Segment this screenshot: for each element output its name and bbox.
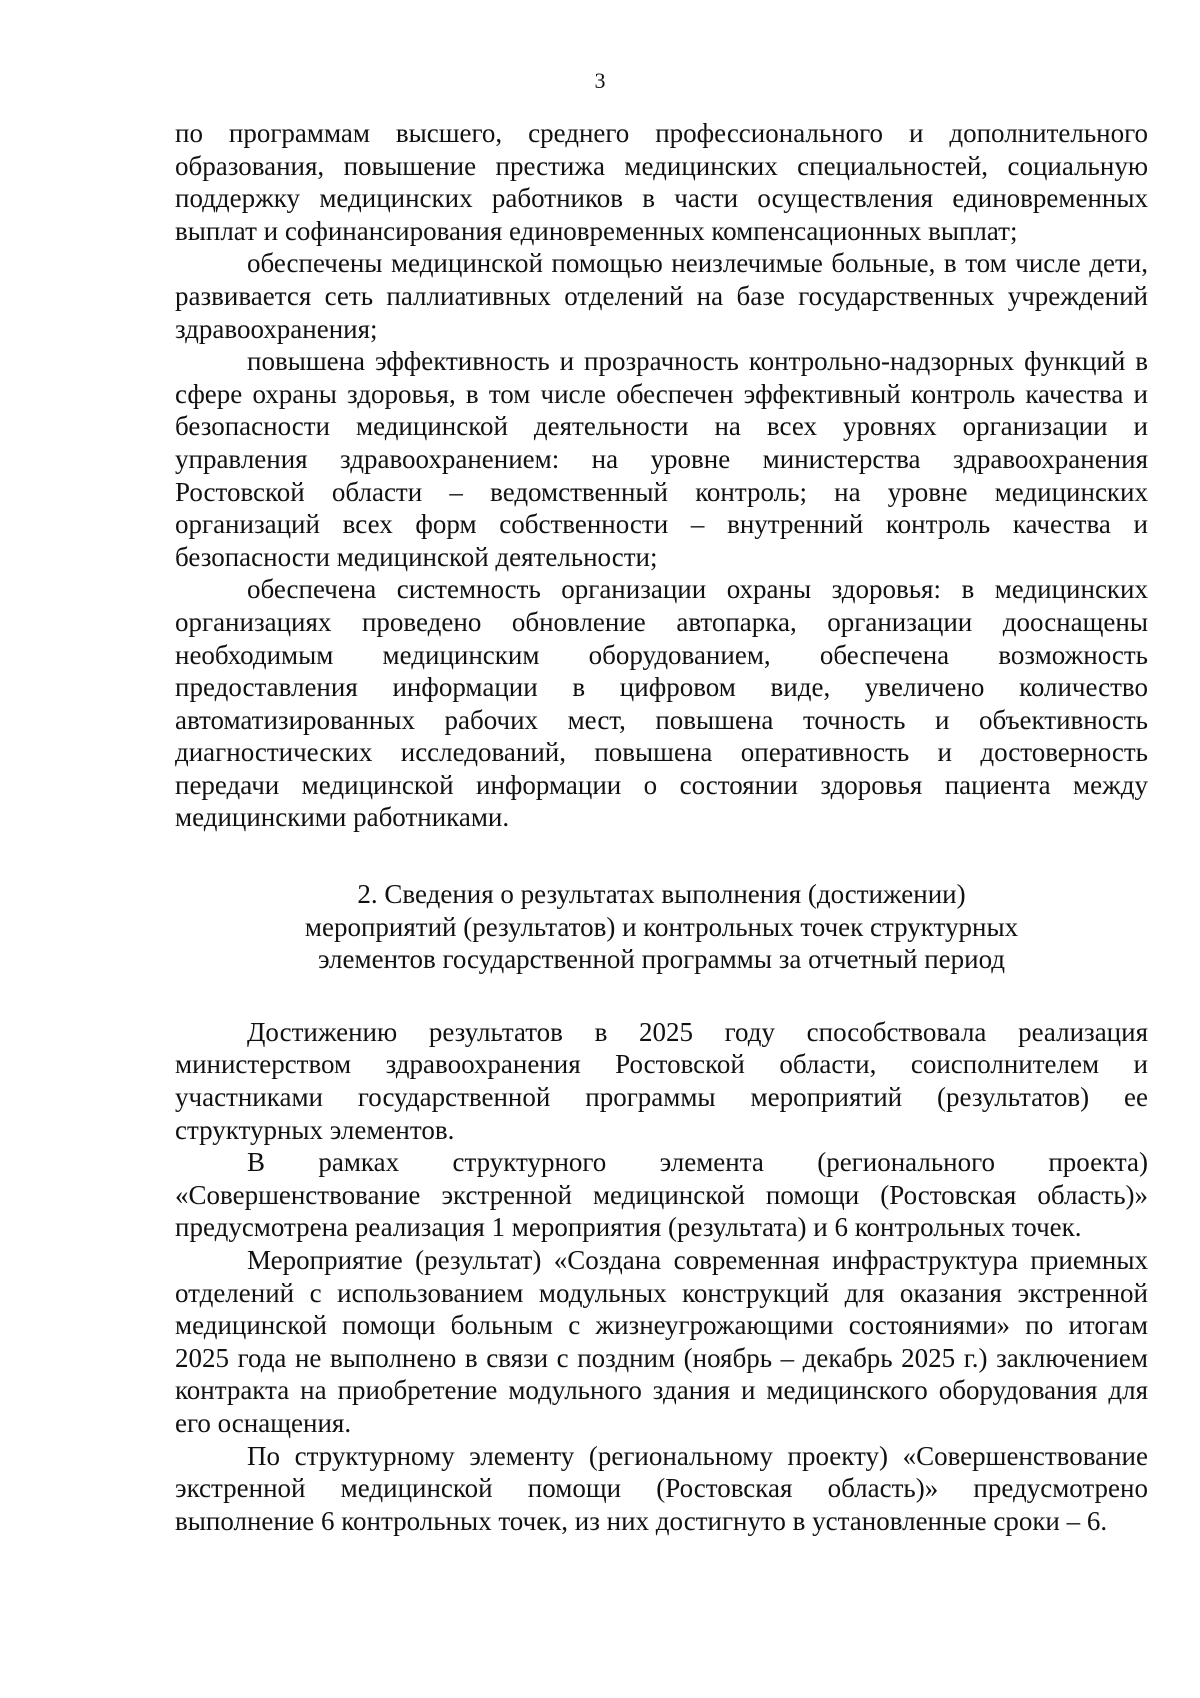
document-body: [175, 117, 1148, 1537]
page-number: 3: [594, 68, 606, 93]
paragraph-control-oversight: повышена эффективность и прозрачность контрольно-надзорных функций в сфере охраны здоровья, в том числе обеспечен эффективный контроль качества и безопасности медицинской деятельности на всех уровнях организации и управления здравоохранением: на уровне министерства здравоохранения Ростовской области – ведомственный контроль; на уровне медицинских организаций всех форм собственности – внутренний контроль качества и безопасности медицинской деятельности;: [175, 346, 1148, 572]
paragraph-regional-project: В рамках структурного элемента (регионального проекта) «Совершенствование экстренной медицинской помощи (Ростовская область)» предусмотрена реализация 1 мероприятия (результата) и 6 контрольных точек.: [175, 1147, 1148, 1243]
section-heading: [175, 878, 1148, 976]
section-heading-line: 2. Сведения о результатах выполнения (достижении): [357, 879, 966, 910]
paragraph-event-result: Мероприятие (результат) «Создана современная инфраструктура приемных отделений с использованием модульных конструкций для оказания экстренной медицинской помощи больным с жизнеугрожающими состояниями» по итогам 2025 года не выполнено в связи с поздним (ноябрь – декабрь 2025 г.) заключением контракта на приобретение модульного здания и медицинского оборудования для его оснащения.: [175, 1245, 1148, 1438]
paragraph-control-points: По структурному элементу (региональному проекту) «Совершенствование экстренной медицинской помощи (Ростовская область)» предусмотрено выполнение 6 контрольных точек, из них достигнуто в установленные сроки – 6.: [175, 1440, 1148, 1536]
paragraph-results-achievement: Достижению результатов в 2025 году способствовала реализация министерством здравоохранения Ростовской области, соисполнителем и участниками государственной программы мероприятий (результатов) ее структурных элементов.: [175, 1016, 1148, 1145]
paragraph-system-organization: обеспечена системность организации охраны здоровья: в медицинских организациях проведено обновление автопарка, организации дооснащены необходимым медицинским оборудованием, обеспечена возможность предоставления информации в цифровом виде, увеличено количество автоматизированных рабочих мест, повышена точность и объективность диагностических исследований, повышена оперативность и достоверность передачи медицинской информации о состоянии здоровья пациента между медицинскими работниками.: [175, 574, 1148, 833]
section-heading-line: мероприятий (результатов) и контрольных точек структурных: [304, 911, 1019, 942]
section-heading-line: элементов государственной программы за отчетный период: [317, 944, 1006, 975]
paragraph-education-continuation: по программам высшего, среднего профессионального и дополнительного образования, повышение престижа медицинских специальностей, социальную поддержку медицинских работников в части осуществления единовременных выплат и софинансирования единовременных компенсационных выплат;: [175, 118, 1148, 246]
paragraph-palliative-care: обеспечены медицинской помощью неизлечимые больные, в том числе дети, развивается сеть паллиативных отделений на базе государственных учреждений здравоохранения;: [175, 248, 1148, 344]
